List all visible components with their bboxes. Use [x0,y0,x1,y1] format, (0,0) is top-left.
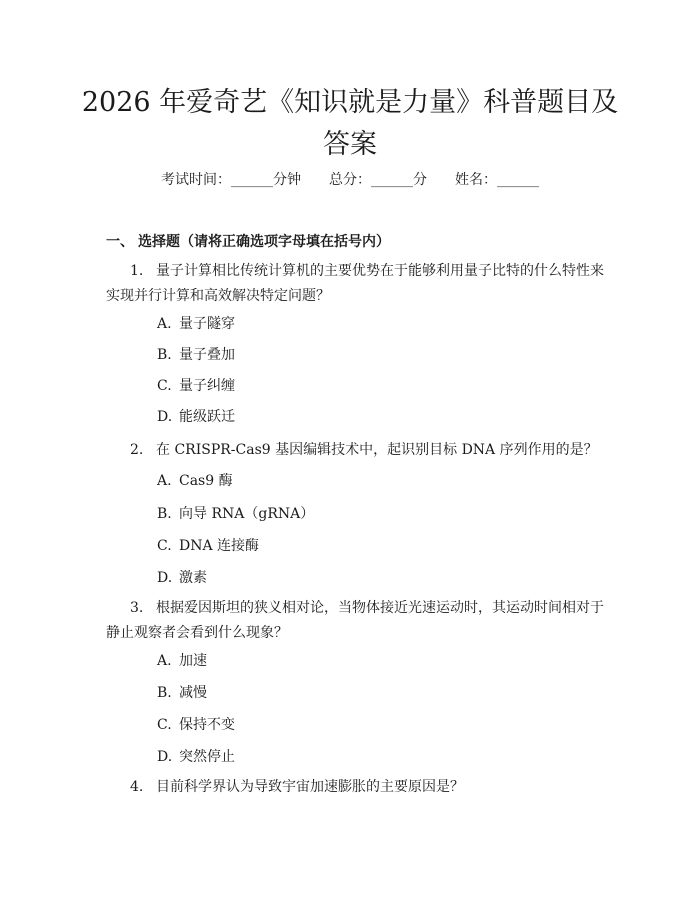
option-letter: B. [157,685,172,701]
option-text: 加速 [179,653,207,669]
option-letter: A. [157,316,172,332]
option-letter: A. [157,653,172,669]
section-title: 选择题（请将正确选项字母填在括号内） [138,234,390,250]
question-2-option-d [157,568,207,588]
question-1-option-a [157,314,235,334]
total-score-field: 总分：______分 [329,172,427,188]
option-text: 能级跃迁 [179,409,235,425]
question-1-option-c [157,376,235,396]
option-letter: C. [157,717,172,733]
name-field: 姓名：______ [455,172,539,188]
question-4 [106,775,606,800]
question-3-option-d [157,747,235,767]
title-line-2: 答案 [323,129,377,160]
exam-meta [0,169,700,189]
question-1-option-d [157,407,235,427]
exam-time-field: 考试时间：______分钟 [161,172,301,188]
option-letter: B. [157,506,172,522]
question-2-option-a [157,471,233,491]
question-number: 4. [130,779,144,795]
section-heading [106,231,390,251]
question-3-option-b [157,683,207,703]
question-text: 根据爱因斯坦的狭义相对论，当物体接近光速运动时，其运动时间相对于静止观察者会看到什么现象？ [106,600,604,641]
question-number: 1. [130,263,144,279]
question-text: 目前科学界认为导致宇宙加速膨胀的主要原因是？ [156,779,464,795]
option-text: 保持不变 [179,717,235,733]
question-3 [106,596,606,646]
question-3-option-c [157,715,235,735]
question-2-option-b [157,504,314,524]
title-line-1: 2026 年爱奇艺《知识就是力量》科普题目及 [81,87,619,118]
question-1 [106,259,606,309]
question-2-option-c [157,536,259,556]
option-text: 突然停止 [179,749,235,765]
option-letter: D. [157,749,173,765]
option-letter: C. [157,378,172,394]
option-text: Cas9 酶 [179,473,233,489]
question-number: 3. [130,600,144,616]
section-number: 一、 [106,234,134,250]
option-letter: A. [157,473,172,489]
option-text: 激素 [179,570,207,586]
option-letter: C. [157,538,172,554]
option-text: 量子叠加 [179,347,235,363]
option-text: DNA 连接酶 [179,538,260,554]
option-letter: D. [157,409,173,425]
question-text: 量子计算相比传统计算机的主要优势在于能够利用量子比特的什么特性来实现并行计算和高效解决特定问题？ [106,263,604,304]
question-1-option-b [157,345,235,365]
option-text: 减慢 [179,685,207,701]
option-text: 量子纠缠 [179,378,235,394]
page-title [60,82,640,166]
option-text: 向导 RNA（gRNA） [179,506,315,522]
option-letter: D. [157,570,173,586]
option-letter: B. [157,347,172,363]
option-text: 量子隧穿 [179,316,235,332]
question-2 [106,438,606,463]
question-text: 在 CRISPR-Cas9 基因编辑技术中，起识别目标 DNA 序列作用的是？ [156,442,598,458]
question-3-option-a [157,651,207,671]
question-number: 2. [130,442,144,458]
